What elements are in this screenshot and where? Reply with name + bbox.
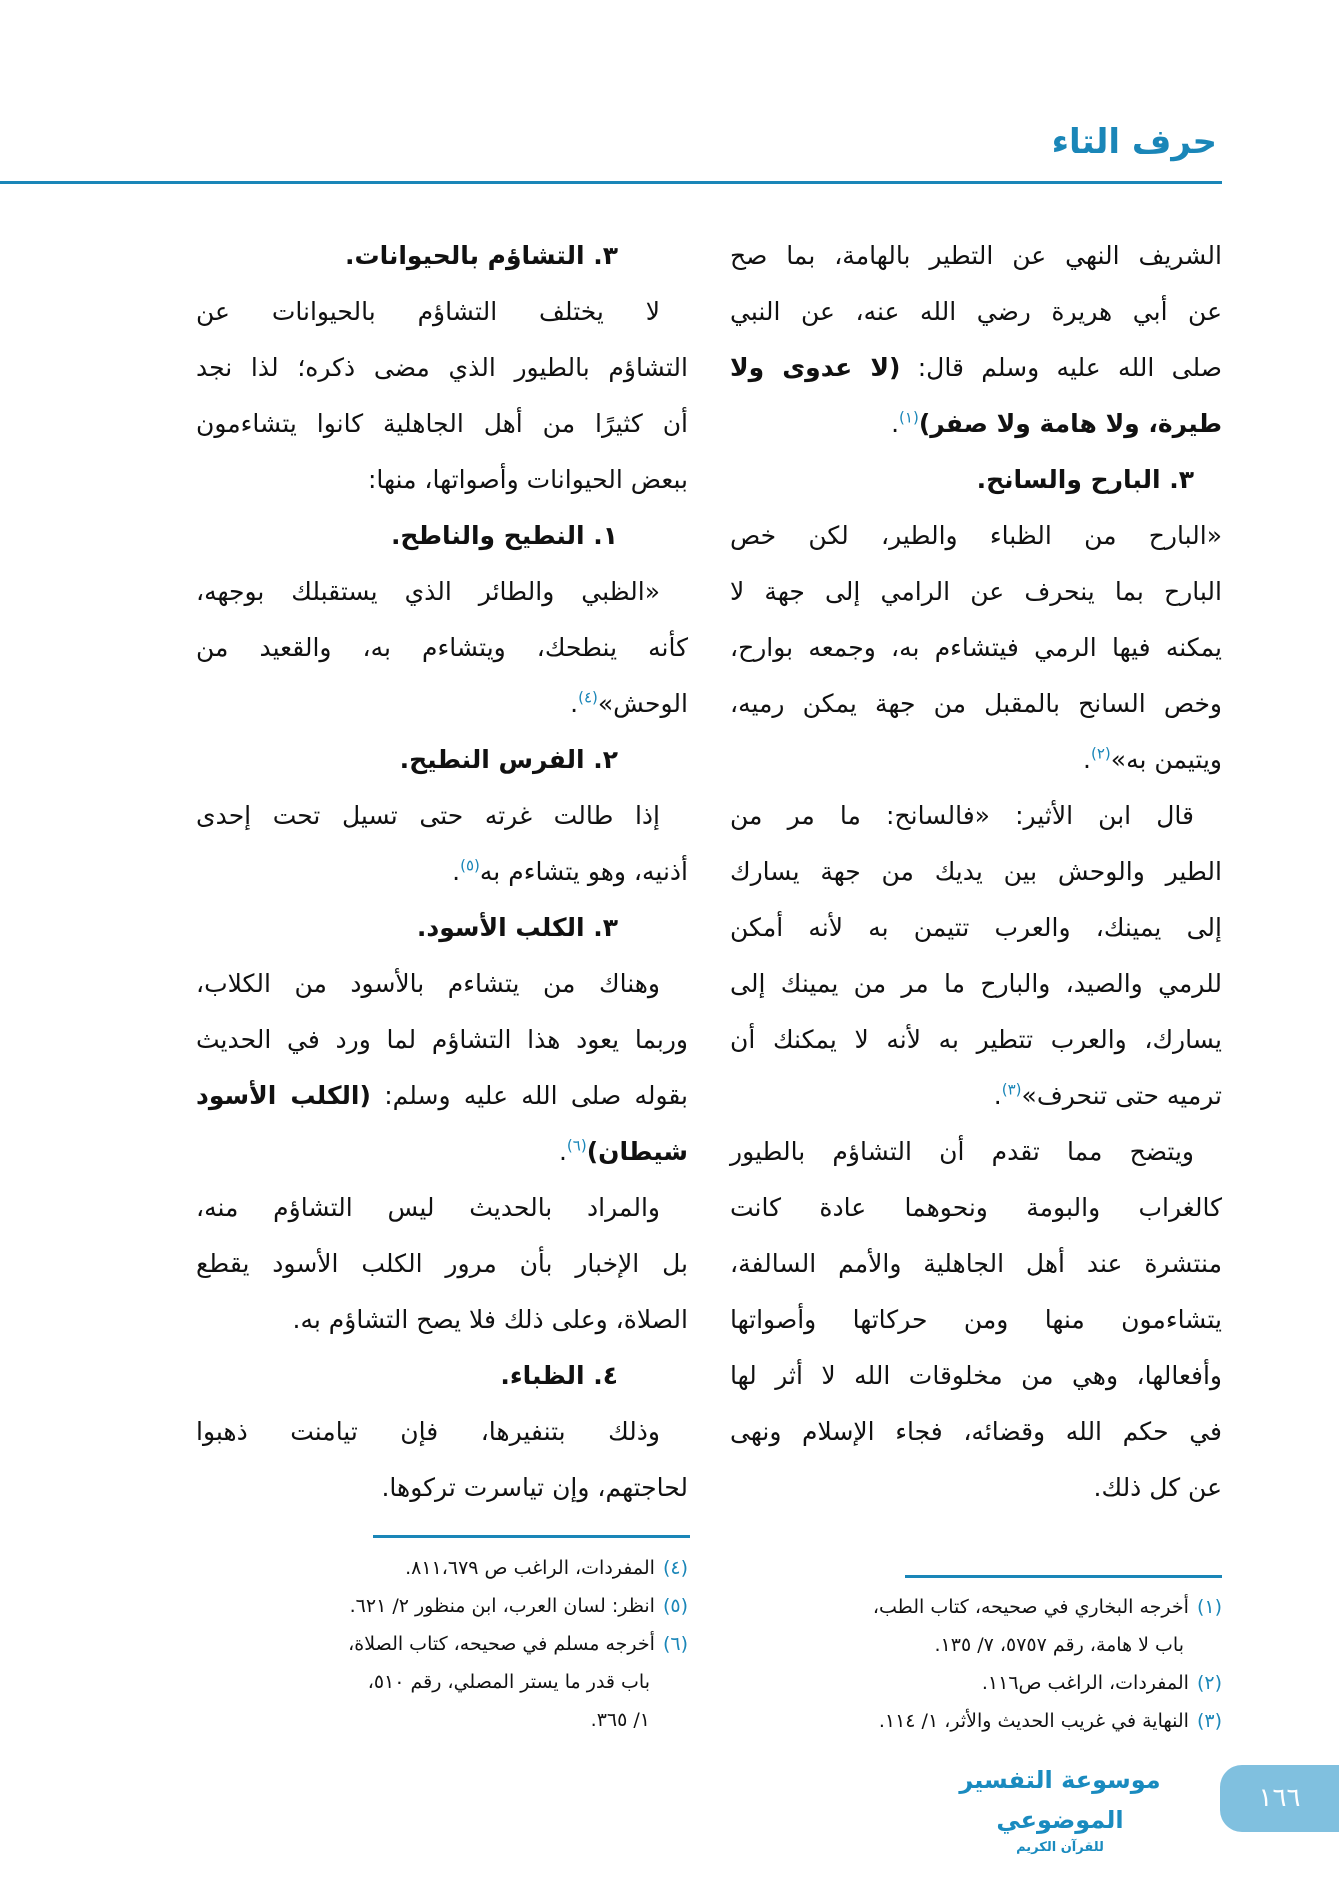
section-heading — [196, 732, 688, 788]
text-line — [730, 900, 1222, 956]
text-line — [196, 956, 688, 1012]
section-heading — [730, 452, 1222, 508]
text-line — [730, 1068, 1222, 1124]
text-segment: الشريف النهي عن التطير بالهامة، بما صح — [730, 241, 1222, 270]
text-line — [196, 1124, 688, 1180]
text-segment: بل الإخبار بأن مرور الكلب الأسود يقطع — [196, 1249, 688, 1278]
footnote-marker: (٢) — [1091, 744, 1111, 763]
footnotes-right — [730, 1588, 1222, 1740]
footnote-number: (١) — [1196, 1596, 1222, 1618]
text-line — [730, 676, 1222, 732]
hadith-quote: طيرة، ولا هامة ولا صفر) — [918, 409, 1222, 438]
footnote-text: أخرجه مسلم في صحيحه، كتاب الصلاة، — [348, 1633, 655, 1655]
text-line — [730, 1180, 1222, 1236]
text-segment: والمراد بالحديث ليس التشاؤم منه، — [196, 1193, 660, 1222]
footnote-divider-left — [373, 1535, 690, 1538]
text-line — [196, 1460, 688, 1516]
footnote-continuation: باب لا هامة، رقم ٥٧٥٧، ٧/ ١٣٥. — [934, 1634, 1184, 1656]
text-line — [196, 1180, 688, 1236]
text-line — [196, 564, 688, 620]
text-segment: «البارح من الظباء والطير، لكن خص — [730, 521, 1222, 550]
footnote-6 — [196, 1625, 688, 1739]
text-segment: بقوله صلى الله عليه وسلم: — [370, 1081, 688, 1110]
section-heading — [196, 1348, 688, 1404]
text-line — [196, 1292, 688, 1348]
text-line — [196, 788, 688, 844]
text-segment: يسارك، والعرب تتطير به لأنه لا يمكنك أن — [730, 1025, 1222, 1054]
text-segment: ١. النطيح والناطح. — [390, 521, 618, 550]
footnote-4 — [196, 1549, 688, 1587]
text-segment: وربما يعود هذا التشاؤم لما ورد في الحديث — [196, 1025, 688, 1054]
text-segment: يتشاءمون منها ومن حركاتها وأصواتها — [730, 1305, 1222, 1334]
right-column — [730, 228, 1222, 1516]
footnote-number: (٣) — [1196, 1710, 1222, 1732]
text-line — [196, 1068, 688, 1124]
text-line — [730, 844, 1222, 900]
footnote-marker: (١) — [899, 408, 919, 427]
text-segment: . — [452, 857, 461, 886]
text-segment: منتشرة عند أهل الجاهلية والأمم السالفة، — [730, 1249, 1222, 1278]
footnote-text: المفردات، الراغب ص١١٦. — [981, 1672, 1189, 1694]
text-segment: أن كثيرًا من أهل الجاهلية كانوا يتشاءمون — [196, 409, 688, 438]
text-segment: قال ابن الأثير: «فالسانح: ما مر من — [730, 801, 1194, 830]
text-line — [196, 1236, 688, 1292]
text-segment: لحاجتهم، وإن تياسرت تركوها. — [381, 1473, 688, 1502]
footnote-text: النهاية في غريب الحديث والأثر، ١/ ١١٤. — [878, 1710, 1189, 1732]
footnote-continuation: ١/ ٣٦٥. — [590, 1709, 650, 1731]
footnote-number: (٥) — [662, 1595, 688, 1617]
text-segment: ٤. الظباء. — [500, 1361, 618, 1390]
text-line — [730, 1292, 1222, 1348]
text-line — [730, 340, 1222, 396]
text-line — [730, 1124, 1222, 1180]
footnote-marker: (٤) — [578, 688, 598, 707]
footnote-number: (٤) — [662, 1557, 688, 1579]
hadith-quote: (الكلب الأسود — [196, 1081, 371, 1110]
text-segment: عن أبي هريرة رضي الله عنه، عن النبي — [730, 297, 1222, 326]
hadith-quote: شيطان) — [586, 1137, 688, 1166]
text-segment: البارح بما ينحرف عن الرامي إلى جهة لا — [730, 577, 1222, 606]
text-line — [196, 396, 688, 452]
footnote-marker: (٥) — [460, 856, 480, 875]
section-heading — [196, 900, 688, 956]
footnote-5 — [196, 1587, 688, 1625]
text-segment: «الظبي والطائر الذي يستقبلك بوجهه، — [196, 577, 660, 606]
text-segment: صلى الله عليه وسلم قال: — [900, 353, 1222, 382]
footnote-1 — [730, 1588, 1222, 1664]
text-line — [730, 396, 1222, 452]
text-segment: الطير والوحش بين يديك من جهة يسارك — [730, 857, 1222, 886]
footnote-text: المفردات، الراغب ص ٨١١،٦٧٩. — [405, 1557, 655, 1579]
text-line — [730, 620, 1222, 676]
text-segment: الصلاة، وعلى ذلك فلا يصح التشاؤم به. — [292, 1305, 688, 1334]
page-number: ١٦٦ — [1220, 1765, 1339, 1832]
chapter-title: حرف التاء — [1051, 122, 1217, 162]
text-segment: وخص السانح بالمقبل من جهة يمكن رميه، — [730, 689, 1222, 718]
text-segment: ببعض الحيوانات وأصواتها، منها: — [367, 465, 688, 494]
text-line — [730, 1012, 1222, 1068]
hadith-quote: (لا عدوى ولا — [730, 353, 901, 382]
text-line — [196, 340, 688, 396]
text-line — [730, 1236, 1222, 1292]
text-segment: ويتضح مما تقدم أن التشاؤم بالطيور — [730, 1137, 1194, 1166]
text-segment: . — [1083, 745, 1091, 774]
footnote-text: انظر: لسان العرب، ابن منظور ٢/ ٦٢١. — [349, 1595, 655, 1617]
text-line — [196, 284, 688, 340]
text-segment: يمكنه فيها الرمي فيتشاءم به، وجمعه بوارح، — [730, 633, 1222, 662]
text-segment: إذا طالت غرته حتى تسيل تحت إحدى — [196, 801, 660, 830]
logo-title: موسوعة التفسير الموضوعي — [959, 1766, 1161, 1834]
text-line — [730, 788, 1222, 844]
text-line — [196, 452, 688, 508]
logo-subtitle: للقرآن الكريم — [1016, 1840, 1104, 1855]
text-segment: عن كل ذلك. — [1093, 1473, 1222, 1502]
footnote-continuation: باب قدر ما يستر المصلي، رقم ٥١٠، — [367, 1671, 650, 1693]
text-line — [730, 1460, 1222, 1516]
text-line — [730, 1404, 1222, 1460]
text-segment: . — [558, 1137, 567, 1166]
encyclopedia-logo — [935, 1760, 1185, 1856]
footnote-text: أخرجه البخاري في صحيحه، كتاب الطب، — [872, 1596, 1189, 1618]
text-segment: كأنه ينطحك، ويتشاءم به، والقعيد من — [196, 633, 688, 662]
text-segment: كالغراب والبومة ونحوهما عادة كانت — [730, 1193, 1222, 1222]
text-line — [730, 284, 1222, 340]
footnote-marker: (٣) — [1001, 1080, 1022, 1099]
text-segment: . — [891, 409, 900, 438]
footnote-number: (٢) — [1196, 1672, 1222, 1694]
text-line — [730, 228, 1222, 284]
text-segment: ٢. الفرس النطيح. — [399, 745, 618, 774]
left-column — [196, 228, 688, 1516]
text-segment: ٣. البارح والسانح. — [976, 465, 1194, 494]
text-segment: ٣. التشاؤم بالحيوانات. — [344, 241, 618, 270]
text-segment: وذلك بتنفيرها، فإن تيامنت ذهبوا — [196, 1417, 660, 1446]
text-segment: وأفعالها، وهي من مخلوقات الله لا أثر لها — [730, 1361, 1222, 1390]
text-segment: إلى يمينك، والعرب تتيمن به لأنه أمكن — [730, 913, 1222, 942]
text-line — [196, 1404, 688, 1460]
footnote-marker: (٦) — [566, 1136, 587, 1155]
text-line — [730, 732, 1222, 788]
text-line — [730, 564, 1222, 620]
text-line — [196, 844, 688, 900]
section-heading — [196, 508, 688, 564]
text-segment: . — [993, 1081, 1002, 1110]
footnote-3 — [730, 1702, 1222, 1740]
text-segment: ٣. الكلب الأسود. — [416, 913, 618, 942]
text-line — [196, 1012, 688, 1068]
text-segment: للرمي والصيد، والبارح ما مر من يمينك إلى — [730, 969, 1222, 998]
text-segment: وهناك من يتشاءم بالأسود من الكلاب، — [196, 969, 660, 998]
text-line — [196, 620, 688, 676]
text-segment: ويتيمن به» — [1110, 745, 1222, 774]
footnote-divider-right — [905, 1575, 1222, 1578]
text-line — [730, 956, 1222, 1012]
text-segment: التشاؤم بالطيور الذي مضى ذكره؛ لذا نجد — [196, 353, 688, 382]
text-line — [730, 508, 1222, 564]
text-segment: لا يختلف التشاؤم بالحيوانات عن — [196, 297, 660, 326]
text-segment: في حكم الله وقضائه، فجاء الإسلام ونهى — [730, 1417, 1222, 1446]
header-divider — [0, 181, 1222, 184]
text-segment: . — [570, 689, 579, 718]
section-heading — [196, 228, 688, 284]
footnote-number: (٦) — [662, 1633, 688, 1655]
text-line — [730, 1348, 1222, 1404]
footnote-2 — [730, 1664, 1222, 1702]
text-segment: ترميه حتى تنحرف» — [1021, 1081, 1222, 1110]
footnotes-left — [196, 1549, 688, 1739]
text-segment: أذنيه، وهو يتشاءم به — [479, 857, 688, 886]
text-line — [196, 676, 688, 732]
text-segment: الوحش» — [597, 689, 688, 718]
